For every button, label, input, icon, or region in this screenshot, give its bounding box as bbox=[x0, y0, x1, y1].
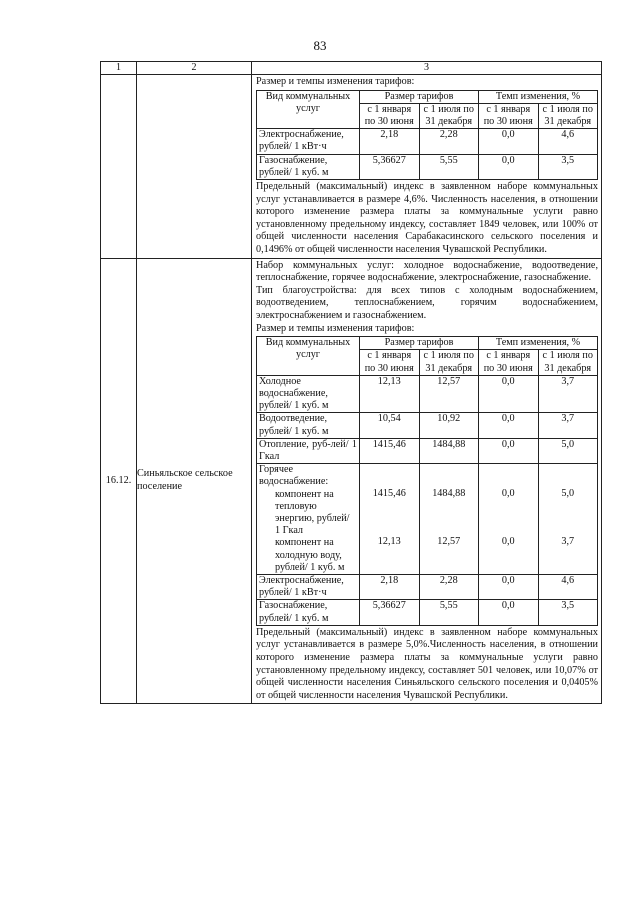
value-cell: 2,18 bbox=[360, 575, 420, 600]
value-cell: 4,6 bbox=[538, 575, 598, 600]
value-cell: 1415,46 bbox=[360, 438, 420, 463]
value-cell: 3,5 bbox=[538, 600, 598, 625]
tariff-row bbox=[257, 438, 598, 463]
value: 1415,46 bbox=[372, 488, 406, 500]
header-col-3: 3 bbox=[252, 62, 602, 75]
row1-name-cell bbox=[137, 75, 252, 259]
index-note: Предельный (максимальный) индекс в заявленном наборе коммунальных услуг устанавливается в размере 4,6%. Численность населения, в отношении которого изменение размера платы за коммунальные услуги равно установленному предельному индексу, составляет 1849 человек, или 100% от общей численности населения Сарабакасинского сельского поселения и 0,1496% от общей численности населения Чувашской Республики. bbox=[256, 181, 598, 255]
value-cell: 5,36627 bbox=[360, 154, 420, 179]
header-col-2: 2 bbox=[137, 62, 252, 75]
main-table bbox=[100, 61, 602, 704]
service-name bbox=[257, 464, 360, 575]
kind-header: Вид коммунальных услуг bbox=[257, 90, 360, 129]
tariff-row bbox=[257, 154, 598, 179]
header-col-1: 1 bbox=[101, 62, 137, 75]
value-cell: 12,57 bbox=[419, 375, 479, 413]
header-row bbox=[101, 62, 602, 75]
period-header-1: с 1 января по 30 июня bbox=[360, 350, 420, 375]
period-header-1: с 1 января по 30 июня bbox=[360, 103, 420, 128]
table-row bbox=[101, 75, 602, 259]
value: 12,13 bbox=[377, 536, 401, 548]
value-cell: 0,0 bbox=[479, 154, 539, 179]
kind-header: Вид коммунальных услуг bbox=[257, 337, 360, 376]
value-cell: 3,7 bbox=[538, 375, 598, 413]
value-cell: 5,0 bbox=[538, 438, 598, 463]
value-cell bbox=[419, 464, 479, 575]
service-name: Водоотведение, рублей/ 1 куб. м bbox=[257, 413, 360, 438]
value-cell: 10,54 bbox=[360, 413, 420, 438]
tariff-row bbox=[257, 600, 598, 625]
rate-header: Темп изменения, % bbox=[479, 90, 598, 103]
value: 0,0 bbox=[501, 536, 515, 548]
row2-name-cell bbox=[137, 258, 252, 704]
page-number: 83 bbox=[313, 38, 327, 53]
value: 3,7 bbox=[561, 536, 575, 548]
value-cell: 5,55 bbox=[419, 600, 479, 625]
tariff-row-hot-water bbox=[257, 464, 598, 575]
value-cell: 2,18 bbox=[360, 129, 420, 154]
tariff-title: Размер и темпы изменения тарифов: bbox=[256, 76, 415, 87]
value-cell: 5,55 bbox=[419, 154, 479, 179]
hot-water-title: Горячее водоснабжение: bbox=[259, 464, 329, 488]
tariff-title: Размер и темпы изменения тарифов: bbox=[256, 322, 415, 334]
period-header-4: с 1 июля по 31 декабря bbox=[538, 103, 598, 128]
value-cell: 12,13 bbox=[360, 375, 420, 413]
value-cell: 0,0 bbox=[479, 438, 539, 463]
row1-number-cell bbox=[101, 75, 137, 259]
row2-number-cell bbox=[101, 258, 137, 704]
service-name: Электроснабжение, рублей/ 1 кВт·ч bbox=[257, 575, 360, 600]
value-cell: 0,0 bbox=[479, 600, 539, 625]
period-header-3: с 1 января по 30 июня bbox=[479, 103, 539, 128]
value-cell: 10,92 bbox=[419, 413, 479, 438]
value-cell: 0,0 bbox=[479, 575, 539, 600]
row2-content-cell bbox=[252, 258, 602, 704]
tariff-table bbox=[256, 336, 598, 626]
period-header-2: с 1 июля по 31 декабря bbox=[419, 103, 479, 128]
improvement-type: Тип благоустройства: для всех типов с холодным водоснабжением, водоотведением, теплоснабжением, горячим водоснабжением, электроснабжением и газоснабжением. bbox=[256, 284, 598, 321]
value-cell bbox=[479, 464, 539, 575]
rate-header: Темп изменения, % bbox=[479, 337, 598, 350]
row1-content-cell bbox=[252, 75, 602, 259]
services-set: Набор коммунальных услуг: холодное водоснабжение, водоотведение, теплоснабжение, горячее водоснабжение, электроснабжение, газоснабжение. bbox=[256, 259, 598, 284]
value: 1484,88 bbox=[432, 488, 466, 500]
value-cell: 2,28 bbox=[419, 129, 479, 154]
size-header: Размер тарифов bbox=[360, 337, 479, 350]
period-header-2: с 1 июля по 31 декабря bbox=[419, 350, 479, 375]
hot-water-component-1: компонент на тепловую энергию, рублей/ 1 Гкал bbox=[275, 488, 350, 537]
value-cell: 0,0 bbox=[479, 129, 539, 154]
size-header: Размер тарифов bbox=[360, 90, 479, 103]
settlement-name: Синьяльское сельское поселение bbox=[137, 468, 233, 492]
service-name: Холодное водоснабжение, рублей/ 1 куб. м bbox=[257, 375, 360, 413]
service-name: Газоснабжение, рублей/ 1 куб. м bbox=[257, 154, 360, 179]
value-cell: 0,0 bbox=[479, 413, 539, 438]
value: 0,0 bbox=[501, 488, 515, 500]
value-cell bbox=[360, 464, 420, 575]
tariff-table bbox=[256, 90, 598, 180]
tariff-row bbox=[257, 575, 598, 600]
value-cell: 5,36627 bbox=[360, 600, 420, 625]
value-cell: 0,0 bbox=[479, 375, 539, 413]
tariff-row bbox=[257, 413, 598, 438]
value-cell: 3,5 bbox=[538, 154, 598, 179]
value-cell bbox=[538, 464, 598, 575]
service-name: Газоснабжение, рублей/ 1 куб. м bbox=[257, 600, 360, 625]
period-header-3: с 1 января по 30 июня bbox=[479, 350, 539, 375]
value: 12,57 bbox=[437, 536, 461, 548]
value-cell: 2,28 bbox=[419, 575, 479, 600]
index-note: Предельный (максимальный) индекс в заявленном наборе коммунальных услуг устанавливается в размере 5,0%.Численность населения, в отношении которого изменение размера платы за коммунальные услуги равно установленному предельному индексу, составляет 501 человек, или 10,07% от общей численности населения Синьяльского сельского поселения и 0,0405% от общей численности населения Чувашской Республики. bbox=[256, 626, 598, 701]
hot-water-component-2: компонент на холодную воду, рублей/ 1 куб. м bbox=[275, 537, 345, 573]
service-name: Электроснабжение, рублей/ 1 кВт·ч bbox=[257, 129, 360, 154]
tariff-row bbox=[257, 129, 598, 154]
value: 5,0 bbox=[561, 488, 575, 500]
value-cell: 4,6 bbox=[538, 129, 598, 154]
row-number: 16.12. bbox=[105, 474, 132, 486]
value-cell: 1484,88 bbox=[419, 438, 479, 463]
value-cell: 3,7 bbox=[538, 413, 598, 438]
table-row bbox=[101, 258, 602, 704]
service-name: Отопление, руб-лей/ 1 Гкал bbox=[257, 438, 360, 463]
tariff-row bbox=[257, 375, 598, 413]
period-header-4: с 1 июля по 31 декабря bbox=[538, 350, 598, 375]
